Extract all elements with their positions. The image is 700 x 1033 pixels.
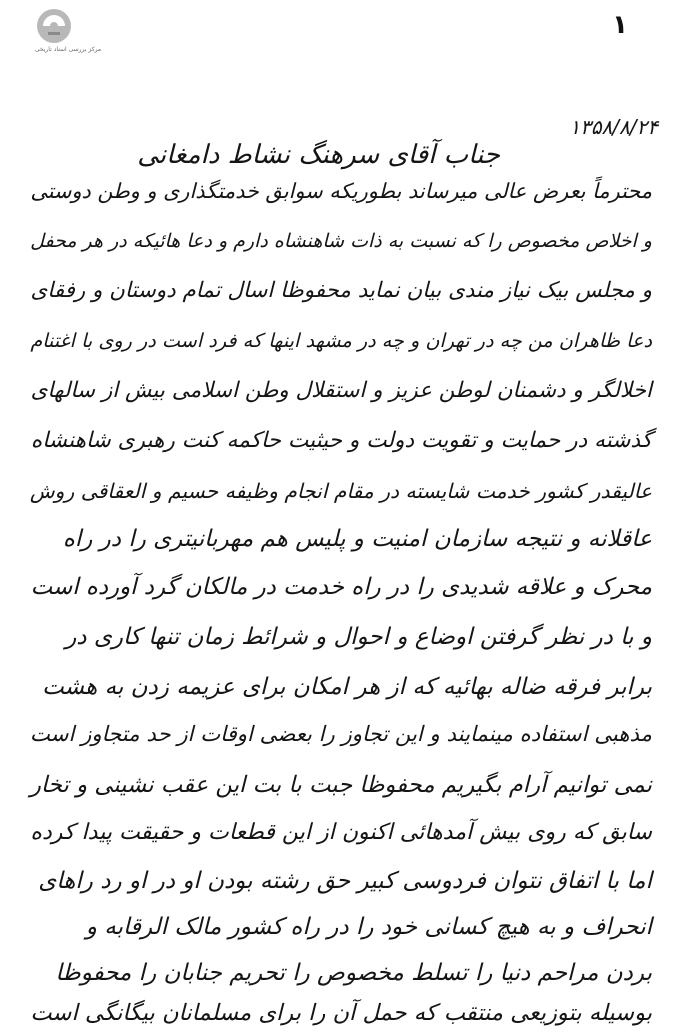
letter-line: دعا ظاهران من چه در تهران و چه در مشهد اینها که فرد است در روی با اغتنام	[30, 329, 652, 352]
letter-line: محترماً بعرض عالی میرساند بطوریکه سوابق خدمتگذاری و وطن دوستی	[30, 179, 652, 203]
page-number: ۱	[612, 10, 628, 40]
letter-line: و با در نظر گرفتن اوضاع و احوال و شرائط زمان تنها کاری در	[65, 624, 652, 650]
letter-line: مذهبی استفاده مینمایند و این تجاوز را بعضی اوقات از حد متجاوز است	[29, 722, 652, 747]
letter-salutation: جناب آقای سرهنگ نشاط دامغانی	[137, 140, 500, 170]
letter-line: اما با اتفاق نتوان فردوسی کبیر حق رشته بودن او در او رد راهای	[38, 868, 652, 894]
letter-line: عالیقدر کشور خدمت شایسته در مقام انجام وظیفه حسیم و العقاقی روش	[29, 479, 652, 503]
letter-line: محرک و علاقه شدیدی را در راه خدمت در مالکان گرد آورده است	[30, 574, 652, 600]
letter-line: عاقلانه و نتیجه سازمان امنیت و پلیس هم مهربانیتری را در راه	[62, 526, 652, 552]
letter-date: ۱۳۵۸/۸/۲۴	[569, 115, 658, 139]
archive-caption: مرکز بررسی اسناد تاریخی	[34, 46, 102, 53]
letter-line: انحراف و به هیچ کسانی خود را در راه کشور مالک الرقابه و	[85, 914, 652, 940]
letter-line: و مجلس بیک نیاز مندی بیان نماید محفوظا اسال تمام دوستان و رفقای	[30, 278, 652, 303]
letter-line: نمی توانیم آرام بگیریم محفوظا جبت با بت این عقب نشینی و تخار	[29, 772, 652, 798]
letter-line: و اخلاص مخصوص را که نسبت به ذات شاهنشاه دارم و دعا هائیکه در هر محفل	[30, 230, 652, 252]
letter-line: اخلالگر و دشمنان لوطن عزیز و استقلال وطن اسلامی بیش از سالهای	[30, 378, 652, 403]
letter-line: گذشته در حمایت و تقویت دولت و حیثیت حاکمه کنت رهبری شاهنشاه	[30, 428, 652, 453]
letter-line: بردن مراحم دنیا را تسلط مخصوص را تحریم جنابان را محفوظا	[55, 960, 652, 986]
letter-line: برابر فرقه ضاله بهائیه که از هر امکان برای عزیمه زدن به هشت	[42, 674, 652, 700]
letter-line: سابق که روی بیش آمدهائی اکنون از این قطعات و حقیقت پیدا کرده	[30, 820, 652, 845]
letter-line: بوسیله بتوزیعی منتقب که حمل آن را برای مسلمانان بیگانگی است	[30, 1000, 652, 1026]
